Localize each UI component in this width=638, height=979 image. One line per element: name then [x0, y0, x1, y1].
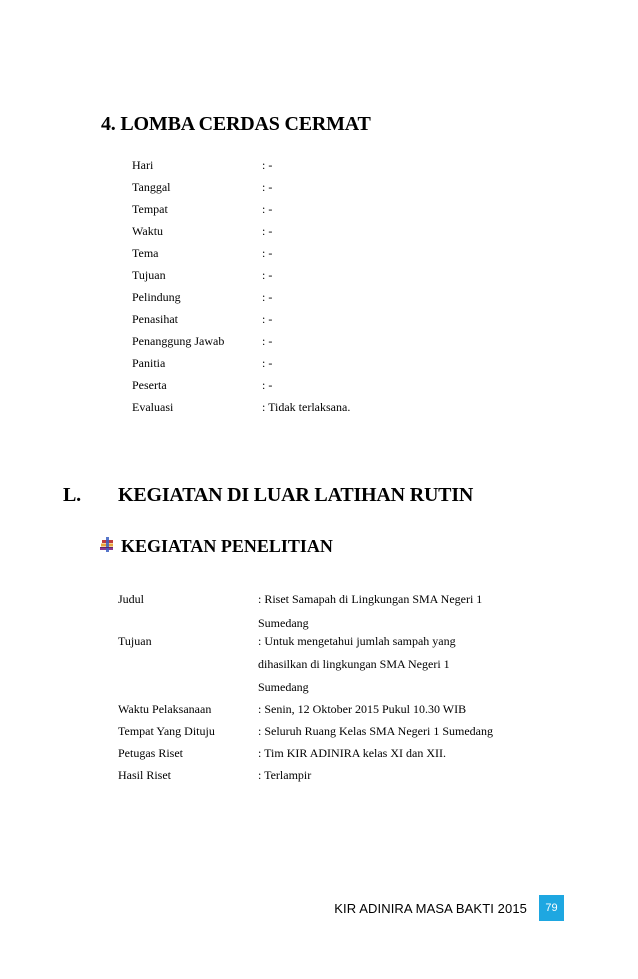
row-label: Tema [132, 246, 159, 260]
row-label: Hasil Riset [118, 768, 171, 782]
row-value: : - [262, 246, 273, 260]
row-value: : Riset Samapah di Lingkungan SMA Negeri 1 [258, 592, 483, 606]
row-label: Tanggal [132, 180, 171, 194]
row-label: Penanggung Jawab [132, 334, 225, 348]
row-value: : - [262, 290, 273, 304]
row-value: : Terlampir [258, 768, 312, 782]
row-value: : Tidak terlaksana. [262, 400, 351, 414]
row-label: Penasihat [132, 312, 178, 326]
row-value: : Senin, 12 Oktober 2015 Pukul 10.30 WIB [258, 702, 467, 716]
section-4-heading: 4. LOMBA CERDAS CERMAT [101, 113, 371, 135]
row-label: Peserta [132, 378, 167, 392]
row-value: : - [262, 334, 273, 348]
row-label: Tujuan [118, 634, 152, 648]
row-value: : - [262, 180, 273, 194]
row-value-continued: dihasilkan di lingkungan SMA Negeri 1 [258, 657, 450, 671]
row-value: : Tim KIR ADINIRA kelas XI dan XII. [258, 746, 446, 760]
row-label: Evaluasi [132, 400, 174, 414]
row-value-continued: Sumedang [258, 680, 309, 694]
row-label: Pelindung [132, 290, 181, 304]
section-l-letter: L. [63, 484, 81, 506]
section-l-heading: KEGIATAN DI LUAR LATIHAN RUTIN [118, 484, 474, 506]
row-label: Waktu Pelaksanaan [118, 702, 212, 716]
row-value: : - [262, 378, 273, 392]
row-value: : Untuk mengetahui jumlah sampah yang [258, 634, 456, 648]
book-stack-icon [99, 536, 115, 552]
row-label: Petugas Riset [118, 746, 183, 760]
row-value: : - [262, 268, 273, 282]
row-label: Waktu [132, 224, 164, 238]
row-label: Tujuan [132, 268, 166, 282]
row-value: : - [262, 312, 273, 326]
row-value: : - [262, 202, 273, 216]
row-value-continued: Sumedang [258, 616, 309, 630]
footer-title: KIR ADINIRA MASA BAKTI 2015 [334, 901, 527, 916]
sub-heading: KEGIATAN PENELITIAN [121, 536, 333, 556]
row-label: Hari [132, 158, 154, 172]
page-number: 79 [539, 895, 564, 921]
row-value: : - [262, 224, 273, 238]
row-label: Judul [118, 592, 145, 606]
row-value: : - [262, 356, 273, 370]
row-label: Panitia [132, 356, 166, 370]
row-label: Tempat Yang Dituju [118, 724, 215, 738]
row-value: : - [262, 158, 273, 172]
row-value: : Seluruh Ruang Kelas SMA Negeri 1 Sumedang [258, 724, 493, 738]
row-label: Tempat [132, 202, 168, 216]
